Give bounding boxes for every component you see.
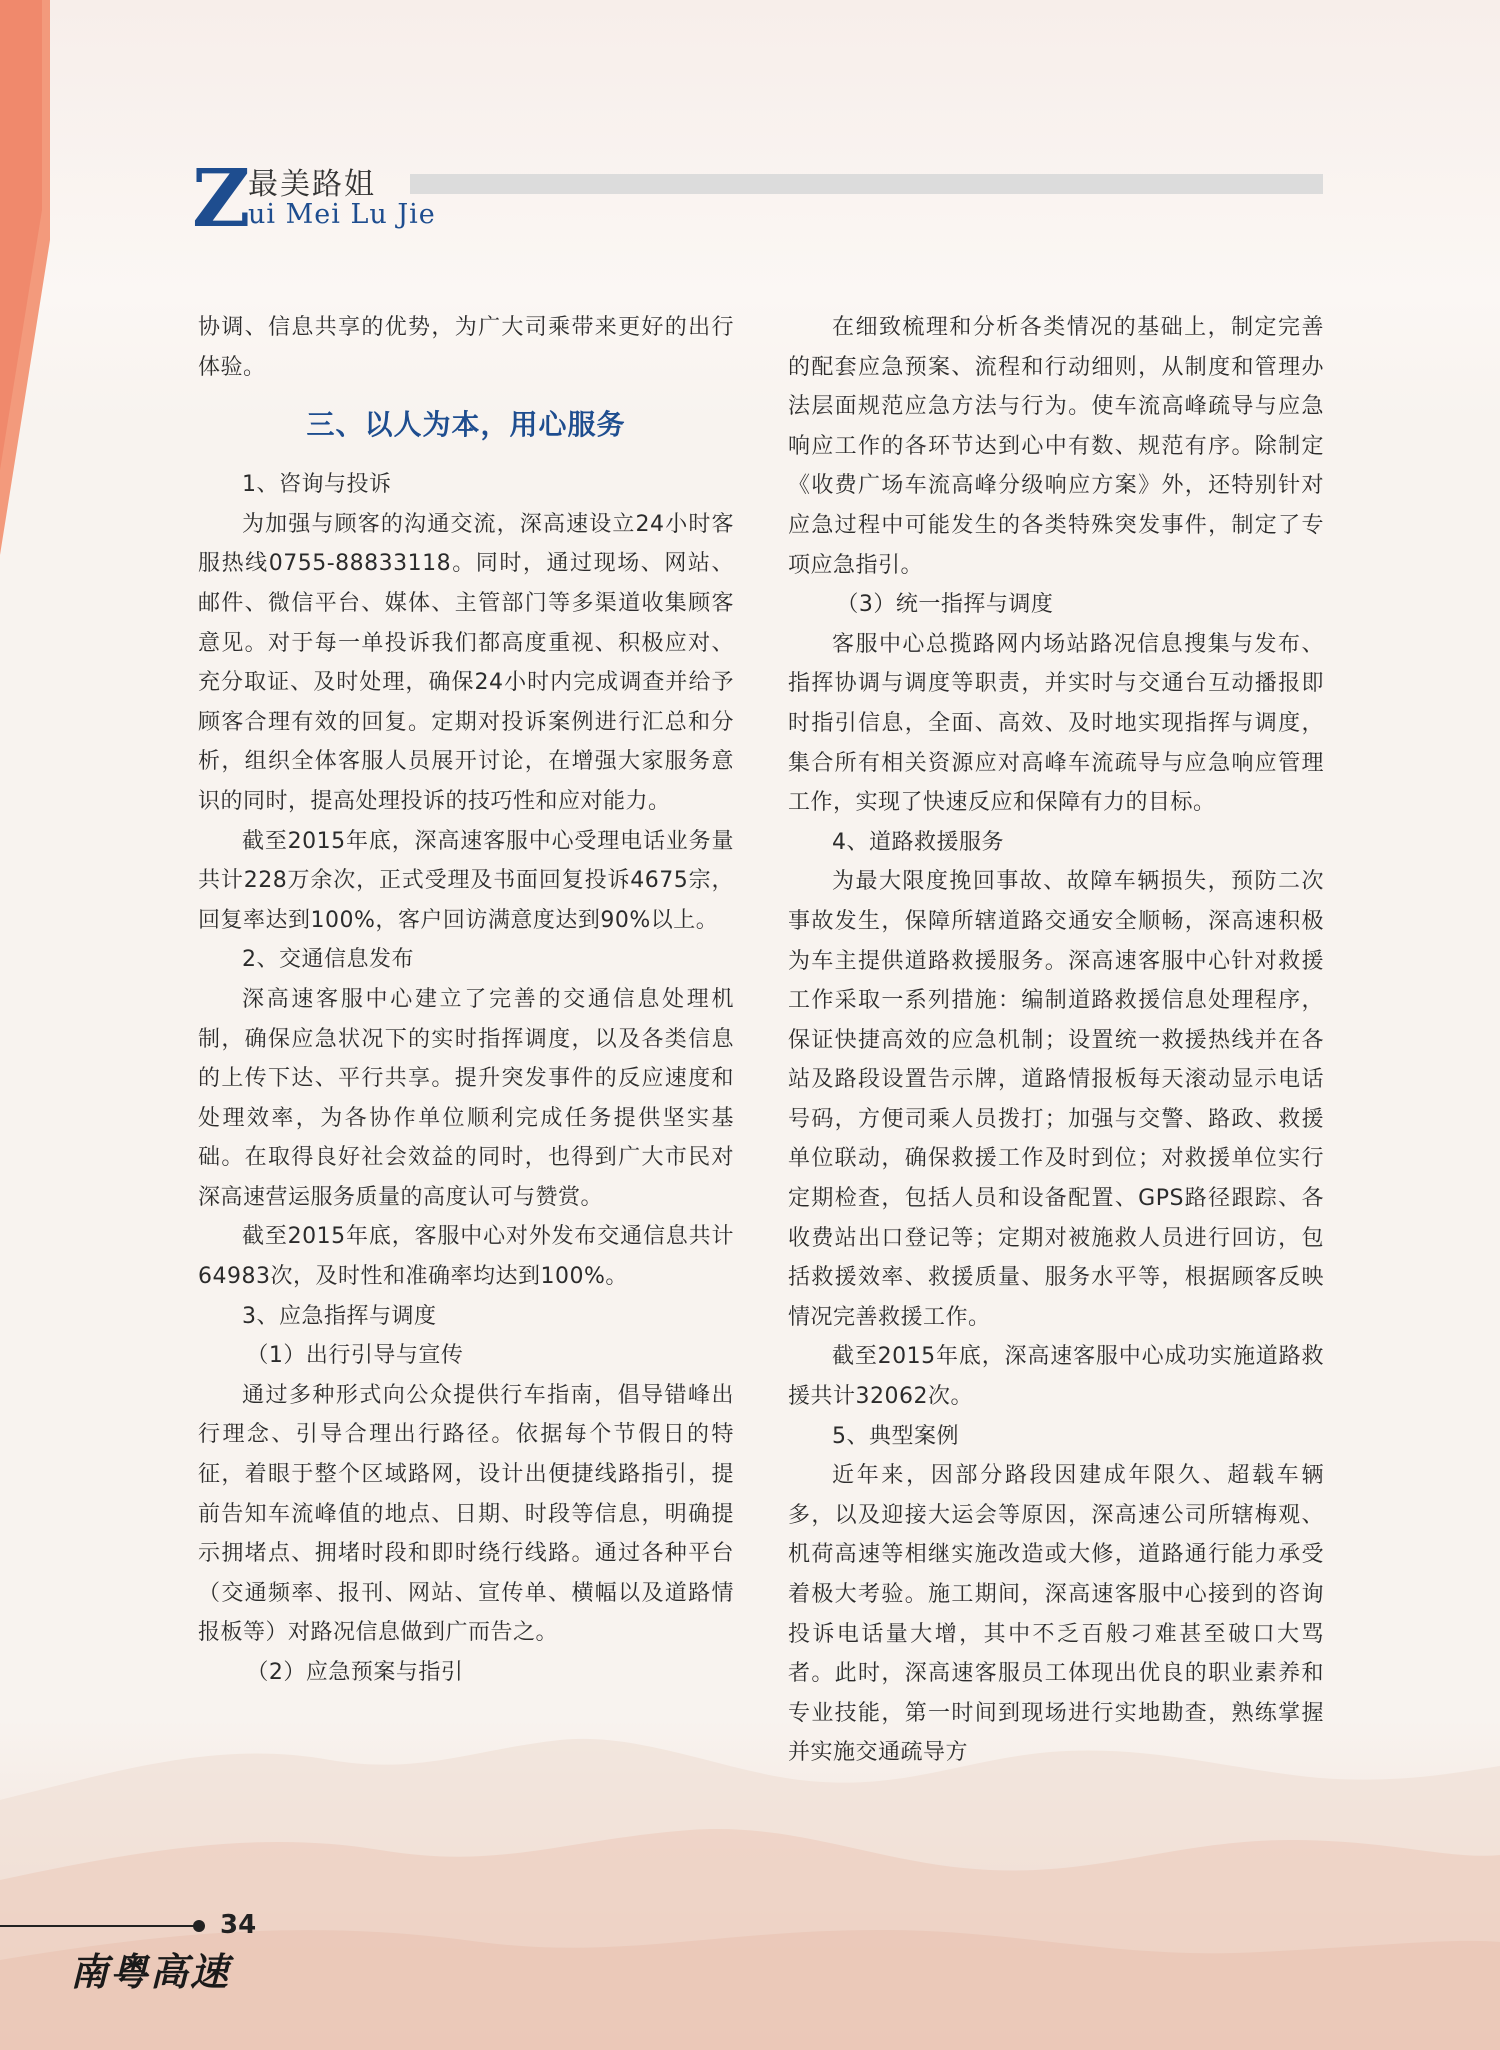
paragraph: 截至2015年底，客服中心对外发布交通信息共计64983次，及时性和准确率均达到100%。 [198, 1224, 734, 1290]
subheading: （2）应急预案与指引 [246, 1660, 464, 1685]
magazine-logo: 南粤高速 [70, 1949, 231, 1994]
footer-rule [0, 1925, 196, 1927]
paragraph: 为加强与顾客的沟通交流，深高速设立24小时客服热线0755-88833118。同时，通过现场、网站、邮件、微信平台、媒体、主管部门等多渠道收集顾客意见。对于每一单投诉我们都高度重视、积极应对、充分取证、及时处理，确保24小时内完成调查并给予顾客合理有效的回复。定期对投诉案例进行汇总和分析，组织全体客服人员展开讨论，在增强大家服务意识的同时，提高处理投诉的技巧性和应对能力。 [198, 511, 734, 814]
page-number: 34 [220, 1910, 257, 1940]
paragraph: 近年来，因部分路段因建成年限久、超载车辆多，以及迎接大运会等原因，深高速公司所辖梅观、机荷高速等相继实施改造或大修，道路通行能力承受着极大考验。施工期间，深高速客服中心接到的咨询投诉电话量大增，其中不乏百般刁难甚至破口大骂者。此时，深高速客服员工体现出优良的职业素养和专业技能，第一时间到现场进行实地勘查，熟练掌握并实施交通疏导方 [788, 1463, 1324, 1766]
corner-decoration [0, 0, 60, 560]
paragraph: 通过多种形式向公众提供行车指南，倡导错峰出行理念、引导合理出行路径。依据每个节假日的特征，着眼于整个区域路网，设计出便捷线路指引，提前告知车流峰值的地点、日期、时段等信息，明确提示拥堵点、拥堵时段和即时绕行线路。通过各种平台（交通频率、报刊、网站、宣传单、横幅以及道路情报板等）对路况信息做到广而告之。 [198, 1382, 734, 1646]
header-title-cn: 最美路姐 [248, 167, 376, 202]
subheading: 4、道路救援服务 [832, 829, 1004, 855]
paragraph: 为最大限度挽回事故、故障车辆损失，预防二次事故发生，保障所辖道路交通安全顺畅，深高速积极为车主提供道路救援服务。深高速客服中心针对救援工作采取一系列措施：编制道路救援信息处理程序，保证快捷高效的应急机制；设置统一救援热线并在各站及路段设置告示牌，道路情报板每天滚动显示电话号码，方便司乘人员拨打；加强与交警、路政、救援单位联动，确保救援工作及时到位；对救援单位实行定期检查，包括人员和设备配置、GPS路径跟踪、各收费站出口登记等；定期对被施救人员进行回访，包括救援效率、救援质量、服务水平等，根据顾客反映情况完善救援工作。 [788, 869, 1324, 1330]
subheading: 3、应急指挥与调度 [242, 1303, 437, 1329]
paragraph: 截至2015年底，深高速客服中心受理电话业务量共计228万余次，正式受理及书面回复投诉4675宗，回复率达到100%，客户回访满意度达到90%以上。 [198, 828, 734, 933]
subheading: （1）出行引导与宣传 [246, 1343, 464, 1369]
paragraph: 在细致梳理和分析各类情况的基础上，制定完善的配套应急预案、流程和行动细则，从制度和管理办法层面规范应急方法与行为。使车流高峰疏导与应急响应工作的各环节达到心中有数、规范有序。除制定《收费广场车流高峰分级响应方案》外，还特别针对应急过程中可能发生的各类特殊突发事件，制定了专项应急指引。 [788, 315, 1324, 578]
header-title-en: ui Mei Lu Jie [248, 199, 436, 230]
footer-dot [193, 1920, 205, 1932]
right-column [788, 308, 1324, 1773]
subheading: 5、典型案例 [832, 1423, 959, 1449]
header-rule [410, 174, 1323, 194]
subheading: （3）统一指挥与调度 [836, 592, 1054, 618]
left-column [198, 308, 734, 1693]
subheading: 2、交通信息发布 [242, 947, 414, 973]
section-heading: 三、以人为本，用心服务 [306, 408, 626, 442]
paragraph: 客服中心总揽路网内场站路况信息搜集与发布、指挥协调与调度等职责，并实时与交通台互动播报即时指引信息，全面、高效、及时地实现指挥与调度，集合所有相关资源应对高峰车流疏导与应急响应管理工作，实现了快速反应和保障有力的目标。 [788, 631, 1324, 816]
paragraph: 协调、信息共享的优势，为广大司乘带来更好的出行体验。 [198, 315, 734, 380]
subheading: 1、咨询与投诉 [242, 472, 392, 498]
paragraph: 深高速客服中心建立了完善的交通信息处理机制，确保应急状况下的实时指挥调度，以及各类信息的上传下达、平行共享。提升突发事件的反应速度和处理效率，为各协作单位顺利完成任务提供坚实基础。在取得良好社会效益的同时，也得到广大市民对深高速营运服务质量的高度认可与赞赏。 [198, 986, 734, 1210]
paragraph: 截至2015年底，深高速客服中心成功实施道路救援共计32062次。 [788, 1344, 1324, 1410]
header-initial-letter: Z [192, 151, 251, 245]
